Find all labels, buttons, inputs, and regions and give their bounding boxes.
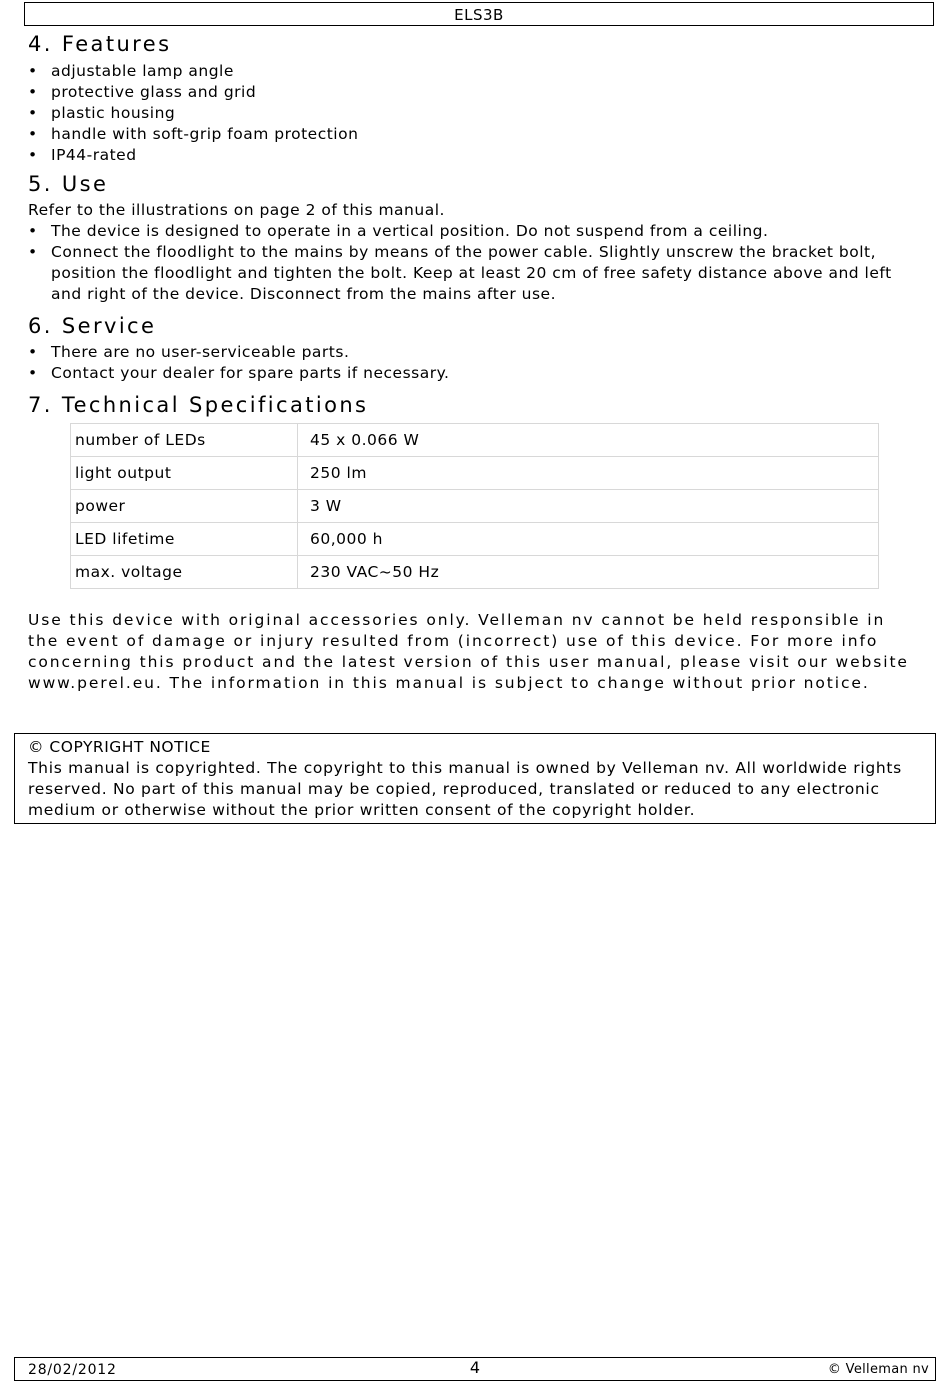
table-row xyxy=(71,523,879,556)
list-item: • There are no user-serviceable parts. xyxy=(28,342,923,363)
specs-table xyxy=(70,423,879,589)
use-intro: Refer to the illustrations on page 2 of this manual. xyxy=(28,201,445,219)
table-row xyxy=(71,424,879,457)
use-section xyxy=(28,169,923,305)
copyright-title: © COPYRIGHT NOTICE xyxy=(28,738,211,756)
list-item: • adjustable lamp angle xyxy=(28,61,923,82)
list-item: • handle with soft-grip foam protection xyxy=(28,124,923,145)
service-list xyxy=(28,342,923,384)
disclaimer-text: Use this device with original accessories only. Velleman nv cannot be held responsible in the event of damage or injury resulted from (incorrect) use of this device. For more info concerning this product and the latest version of this user manual, please visit our website www.perel.eu. The information in this manual is subject to change without prior notice. xyxy=(28,611,909,692)
use-list xyxy=(28,221,923,305)
use-heading: 5. Use xyxy=(28,172,109,196)
spec-label: max. voltage xyxy=(71,556,298,589)
specs-heading: 7. Technical Specifications xyxy=(28,393,369,417)
table-row xyxy=(71,490,879,523)
spec-value: 250 lm xyxy=(298,457,879,490)
document-body xyxy=(28,28,923,694)
features-list xyxy=(28,61,923,166)
list-item: • Contact your dealer for spare parts if necessary. xyxy=(28,363,923,384)
page-header xyxy=(24,2,934,26)
spec-value: 60,000 h xyxy=(298,523,879,556)
service-section xyxy=(28,311,923,384)
footer-date: 28/02/2012 xyxy=(28,1362,117,1378)
features-heading: 4. Features xyxy=(28,32,172,56)
spec-value: 3 W xyxy=(298,490,879,523)
spec-label: light output xyxy=(71,457,298,490)
table-row xyxy=(71,457,879,490)
list-item: • protective glass and grid xyxy=(28,82,923,103)
model-label: ELS3B xyxy=(454,6,504,24)
list-item: • IP44-rated xyxy=(28,145,923,166)
list-item: • The device is designed to operate in a vertical position. Do not suspend from a ceiling. xyxy=(28,221,923,242)
service-heading: 6. Service xyxy=(28,314,157,338)
specs-section xyxy=(28,390,923,589)
copyright-text: This manual is copyrighted. The copyright to this manual is owned by Velleman nv. All worldwide rights reserved. No part of this manual may be copied, reproduced, translated or reduced to any electronic medium or otherwise without the prior written consent of the copyright holder. xyxy=(28,759,902,819)
footer-owner: © Velleman nv xyxy=(827,1362,929,1377)
page-footer xyxy=(14,1357,936,1381)
list-item: • Connect the floodlight to the mains by means of the power cable. Slightly unscrew the bracket bolt, position the floodlight and tighten the bolt. Keep at least 20 cm of free safety distance above and left and right of the device. Disconnect from the mains after use. xyxy=(28,242,923,305)
page-number: 4 xyxy=(469,1358,481,1377)
spec-value: 230 VAC~50 Hz xyxy=(298,556,879,589)
copyright-notice xyxy=(14,733,936,824)
spec-label: number of LEDs xyxy=(71,424,298,457)
list-item: • plastic housing xyxy=(28,103,923,124)
spec-label: LED lifetime xyxy=(71,523,298,556)
spec-label: power xyxy=(71,490,298,523)
table-row xyxy=(71,556,879,589)
features-section xyxy=(28,29,923,166)
spec-value: 45 x 0.066 W xyxy=(298,424,879,457)
